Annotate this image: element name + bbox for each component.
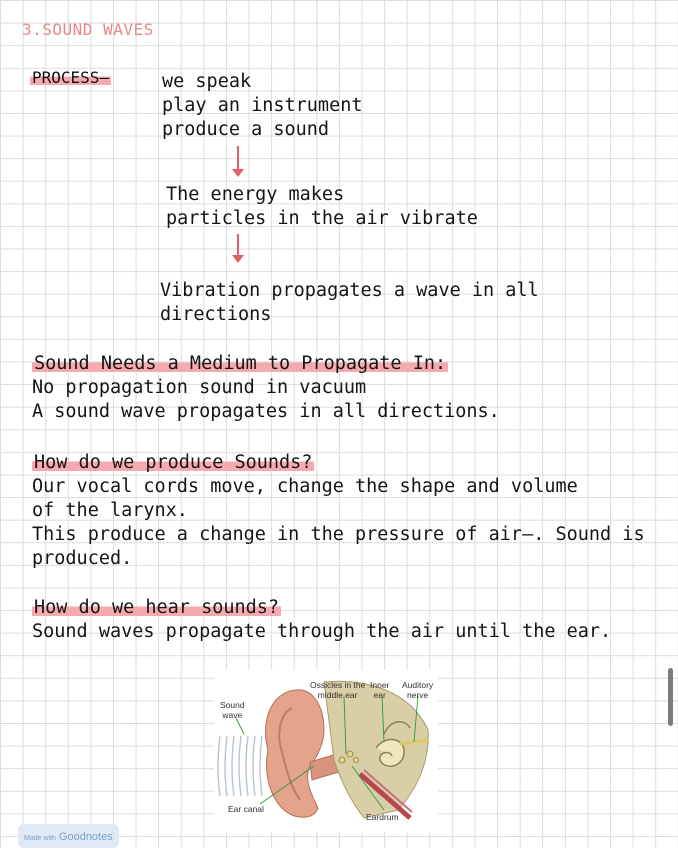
process-step-1: we speak play an instrument produce a sound: [162, 71, 363, 140]
medium-section: Sound Needs a Medium to Propagate In: No propagation sound in vacuum A sound wave propagates in all directions.: [32, 353, 500, 422]
label-eardrum: Eardrum: [366, 812, 399, 822]
sound-wave-lines: [218, 736, 262, 796]
process-step-2: The energy makes particles in the air vibrate: [166, 184, 478, 229]
section-heading: Sound Needs a Medium to Propagate In:: [34, 353, 447, 374]
outer-ear: [266, 690, 324, 817]
page-title: 3.SOUND WAVES: [22, 20, 154, 39]
label-sound-wave: Sound wave: [220, 700, 245, 720]
section-heading: How do we hear sounds?: [34, 597, 280, 618]
hear-section: How do we hear sounds? Sound waves propagate through the air until the ear.: [32, 597, 612, 642]
process-step-3: Vibration propagates a wave in all directions: [160, 280, 539, 325]
produce-section: How do we produce Sounds? Our vocal cords move, change the shape and volume of the larynx. This produce a change in the pressure of air—. Sound is produced.: [32, 452, 645, 569]
label-auditory-nerve: Auditory nerve: [402, 680, 434, 700]
skull-bone: [324, 681, 428, 818]
ear-diagram: [214, 670, 438, 832]
label-ear-canal: Ear canal: [228, 804, 264, 814]
section-heading: How do we produce Sounds?: [34, 452, 313, 473]
process-label: PROCESS—: [32, 68, 110, 87]
label-inner-ear: Inner ear: [370, 680, 390, 700]
label-ossicles: Ossicles in the middle ear: [310, 680, 366, 700]
scrollbar-thumb[interactable]: [668, 668, 673, 726]
arrow-down-icon: [237, 234, 239, 256]
goodnotes-badge[interactable]: Made with Goodnotes: [18, 824, 119, 848]
arrow-down-icon: [237, 146, 239, 170]
